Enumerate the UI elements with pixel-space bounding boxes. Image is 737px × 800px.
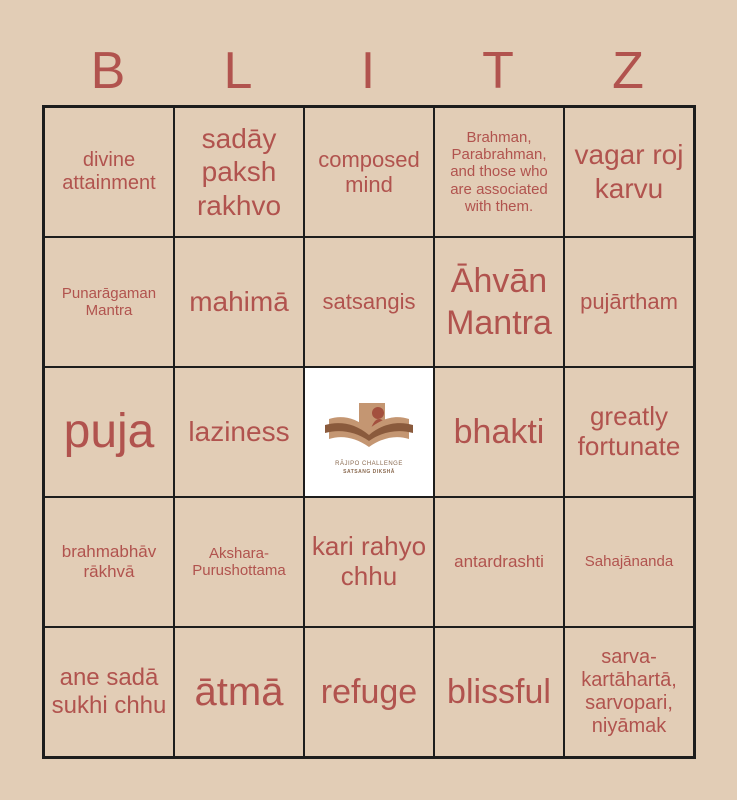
header-letter-z: Z bbox=[612, 42, 644, 100]
bingo-cell[interactable]: laziness bbox=[174, 367, 304, 497]
bingo-cell[interactable]: antardrashti bbox=[434, 497, 564, 627]
bingo-cell[interactable]: ane sadā sukhi chhu bbox=[44, 627, 174, 757]
bingo-cell[interactable]: Punarāgaman Mantra bbox=[44, 237, 174, 367]
bingo-cell[interactable]: pujārtham bbox=[564, 237, 694, 367]
bingo-cell[interactable]: Āhvān Mantra bbox=[434, 237, 564, 367]
open-book-logo-icon bbox=[321, 389, 417, 459]
bingo-cell[interactable]: Brahman, Parabrahman, and those who are associated with them. bbox=[434, 107, 564, 237]
bingo-cell[interactable]: bhakti bbox=[434, 367, 564, 497]
bingo-cell[interactable]: composed mind bbox=[304, 107, 434, 237]
bingo-cell[interactable]: brahmabhāv rākhvā bbox=[44, 497, 174, 627]
free-space-logo bbox=[304, 367, 434, 497]
bingo-board bbox=[42, 105, 696, 759]
header-letter-i: I bbox=[360, 42, 376, 100]
header-letter-b: B bbox=[90, 42, 126, 100]
bingo-cell[interactable]: satsangis bbox=[304, 237, 434, 367]
bingo-cell[interactable]: kari rahyo chhu bbox=[304, 497, 434, 627]
bingo-header bbox=[43, 40, 693, 102]
bingo-cell[interactable]: Akshara-Purushottama bbox=[174, 497, 304, 627]
bingo-cell[interactable]: greatly fortunate bbox=[564, 367, 694, 497]
bingo-cell[interactable]: puja bbox=[44, 367, 174, 497]
bingo-cell[interactable]: mahimā bbox=[174, 237, 304, 367]
bingo-cell[interactable]: vagar roj karvu bbox=[564, 107, 694, 237]
header-letter-l: L bbox=[223, 42, 253, 100]
logo-caption: RĀJIPO CHALLENGE bbox=[335, 460, 403, 467]
bingo-cell[interactable]: sarva-kartāhartā, sarvopari, niyāmak bbox=[564, 627, 694, 757]
logo-subcaption: SATSANG DIKSHĀ bbox=[343, 468, 395, 475]
bingo-cell[interactable]: blissful bbox=[434, 627, 564, 757]
bingo-cell[interactable]: divine attainment bbox=[44, 107, 174, 237]
bingo-cell[interactable]: sadāy paksh rakhvo bbox=[174, 107, 304, 237]
header-letter-t: T bbox=[482, 42, 514, 100]
bingo-cell[interactable]: ātmā bbox=[174, 627, 304, 757]
bingo-cell[interactable]: refuge bbox=[304, 627, 434, 757]
bingo-cell[interactable]: Sahajānanda bbox=[564, 497, 694, 627]
